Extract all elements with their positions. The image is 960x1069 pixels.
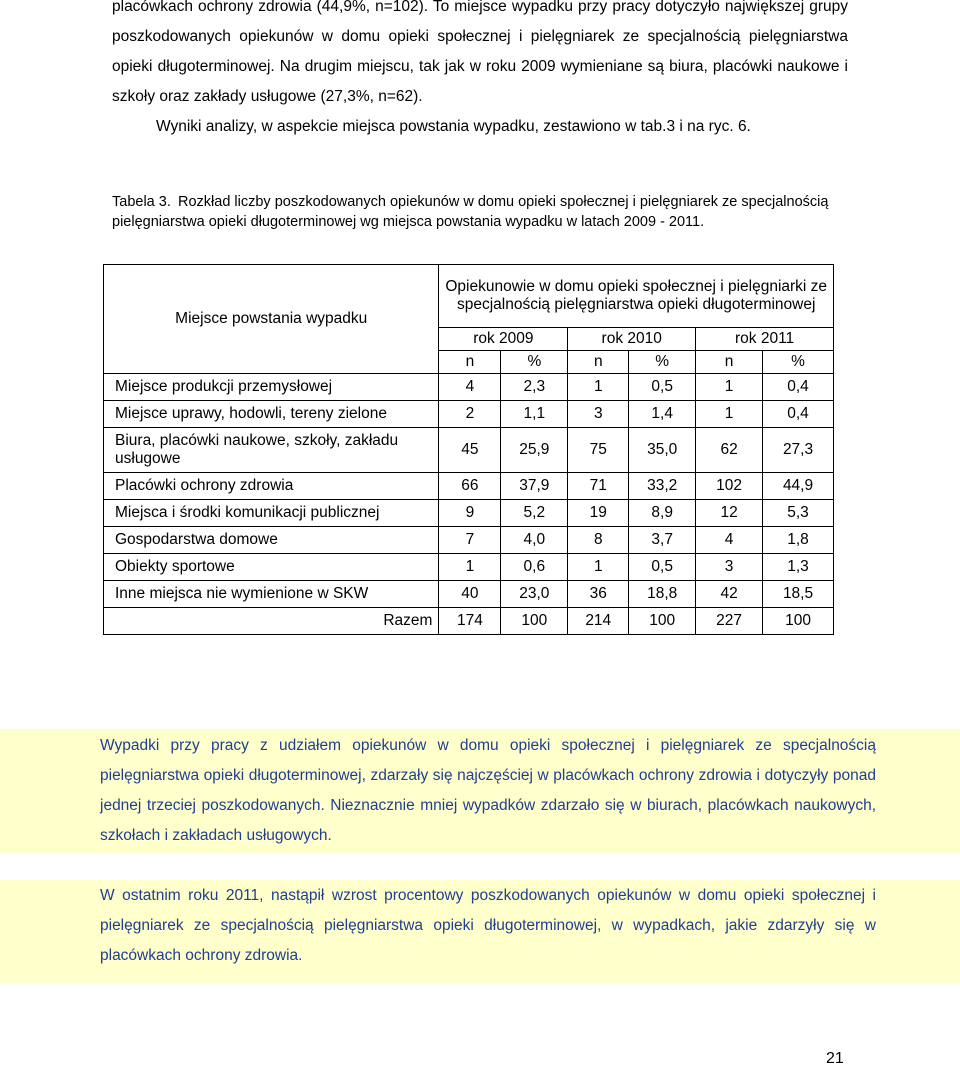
table-row <box>104 401 834 428</box>
cell: 42 <box>696 581 763 608</box>
cell: 1 <box>439 554 501 581</box>
cell: 12 <box>696 500 763 527</box>
col-place-header: Miejsce powstania wypadku <box>104 265 439 374</box>
cell: 3,7 <box>629 527 696 554</box>
summary-box-2-text: W ostatnim roku 2011, nastąpił wzrost procentowy poszkodowanych opiekunów w domu opieki społecznej i pielęgniarek ze specjalnością pielęgniarstwa opieki długoterminowej, w wypadkach, jakie zdarzyły się w placówkach ochrony zdrowia. <box>100 887 876 964</box>
cell: 8,9 <box>629 500 696 527</box>
row-label: Gospodarstwa domowe <box>104 527 439 554</box>
cell: 37,9 <box>501 473 568 500</box>
cell: 1 <box>696 401 763 428</box>
cell: 4,0 <box>501 527 568 554</box>
cell: 18,5 <box>763 581 834 608</box>
cell: 1,1 <box>501 401 568 428</box>
cell: 45 <box>439 428 501 473</box>
cell: 214 <box>568 608 629 635</box>
table-row <box>104 500 834 527</box>
cell: 19 <box>568 500 629 527</box>
row-label: Miejsce produkcji przemysłowej <box>104 374 439 401</box>
page-number: 21 <box>826 1050 844 1067</box>
cell: 4 <box>696 527 763 554</box>
cell: 23,0 <box>501 581 568 608</box>
subheader-cell: n <box>439 351 501 374</box>
intro-paragraph <box>112 0 848 142</box>
table-row <box>104 428 834 473</box>
subheader-cell: % <box>501 351 568 374</box>
cell: 3 <box>696 554 763 581</box>
year-header: rok 2010 <box>568 328 696 351</box>
cell: 174 <box>439 608 501 635</box>
summary-box-1 <box>0 729 960 853</box>
cell: 100 <box>629 608 696 635</box>
accident-place-table <box>103 264 834 635</box>
row-label: Miejsce uprawy, hodowli, tereny zielone <box>104 401 439 428</box>
cell: 71 <box>568 473 629 500</box>
cell: 102 <box>696 473 763 500</box>
cell: 1,4 <box>629 401 696 428</box>
cell: 5,2 <box>501 500 568 527</box>
total-label: Razem <box>104 608 439 635</box>
row-label: Obiekty sportowe <box>104 554 439 581</box>
table-row <box>104 581 834 608</box>
cell: 8 <box>568 527 629 554</box>
subheader-cell: % <box>763 351 834 374</box>
cell: 0,4 <box>763 401 834 428</box>
cell: 0,4 <box>763 374 834 401</box>
table-row <box>104 473 834 500</box>
cell: 1 <box>696 374 763 401</box>
intro-paragraph-text: placówkach ochrony zdrowia (44,9%, n=102). To miejsce wypadku przy pracy dotyczyło największej grupy poszkodowanych opiekunów w domu opieki społecznej i pielęgniarek ze specjalnością pielęgniarstwa opieki długoterminowej. Na drugim miejscu, tak jak w roku 2009 wymieniane są biura, placówki naukowe i szkoły oraz zakłady usługowe (27,3%, n=62). <box>112 0 848 105</box>
cell: 5,3 <box>763 500 834 527</box>
row-label: Biura, placówki naukowe, szkoły, zakładu usługowe <box>104 428 439 473</box>
row-label: Inne miejsca nie wymienione w SKW <box>104 581 439 608</box>
cell: 1,8 <box>763 527 834 554</box>
cell: 227 <box>696 608 763 635</box>
cell: 40 <box>439 581 501 608</box>
cell: 2 <box>439 401 501 428</box>
table-caption <box>112 192 848 232</box>
cell: 27,3 <box>763 428 834 473</box>
summary-box-1-text: Wypadki przy pracy z udziałem opiekunów w domu opieki społecznej i pielęgniarek ze specjalnością pielęgniarstwa opieki długoterminowej, zdarzały się najczęściej w placówkach ochrony zdrowia i dotyczyły ponad jednej trzeciej poszkodowanych. Nieznacznie mniej wypadków zdarzało się w biurach, placówkach naukowych, szkołach i zakładach usługowych. <box>100 737 876 844</box>
cell: 0,5 <box>629 554 696 581</box>
cell: 75 <box>568 428 629 473</box>
cell: 25,9 <box>501 428 568 473</box>
subheader-cell: n <box>568 351 629 374</box>
row-label: Miejsca i środki komunikacji publicznej <box>104 500 439 527</box>
table-row <box>104 554 834 581</box>
table-total-row <box>104 608 834 635</box>
col-group-header: Opiekunowie w domu opieki społecznej i pielęgniarki ze specjalnością pielęgniarstwa opieki długoterminowej <box>439 265 834 328</box>
cell: 2,3 <box>501 374 568 401</box>
summary-box-2 <box>0 880 960 984</box>
cell: 36 <box>568 581 629 608</box>
cell: 9 <box>439 500 501 527</box>
cell: 0,5 <box>629 374 696 401</box>
table-caption-label: Tabela 3. <box>112 194 171 210</box>
subheader-cell: % <box>629 351 696 374</box>
cell: 7 <box>439 527 501 554</box>
cell: 0,6 <box>501 554 568 581</box>
cell: 66 <box>439 473 501 500</box>
cell: 1 <box>568 554 629 581</box>
subheader-cell: n <box>696 351 763 374</box>
cell: 33,2 <box>629 473 696 500</box>
cell: 44,9 <box>763 473 834 500</box>
cell: 1,3 <box>763 554 834 581</box>
table-caption-text: Rozkład liczby poszkodowanych opiekunów w domu opieki społecznej i pielęgniarek ze specjalnością pielęgniarstwa opieki długoterminowej wg miejsca powstania wypadku w latach 2009 - 2011. <box>112 194 829 230</box>
table-header-row <box>104 265 834 328</box>
cell: 100 <box>763 608 834 635</box>
table-row <box>104 374 834 401</box>
cell: 1 <box>568 374 629 401</box>
row-label: Placówki ochrony zdrowia <box>104 473 439 500</box>
intro-paragraph-2-text: Wyniki analizy, w aspekcie miejsca powstania wypadku, zestawiono w tab.3 i na ryc. 6. <box>156 118 751 135</box>
year-header: rok 2011 <box>696 328 834 351</box>
cell: 62 <box>696 428 763 473</box>
cell: 100 <box>501 608 568 635</box>
year-header: rok 2009 <box>439 328 568 351</box>
cell: 3 <box>568 401 629 428</box>
table-row <box>104 527 834 554</box>
cell: 35,0 <box>629 428 696 473</box>
cell: 18,8 <box>629 581 696 608</box>
cell: 4 <box>439 374 501 401</box>
